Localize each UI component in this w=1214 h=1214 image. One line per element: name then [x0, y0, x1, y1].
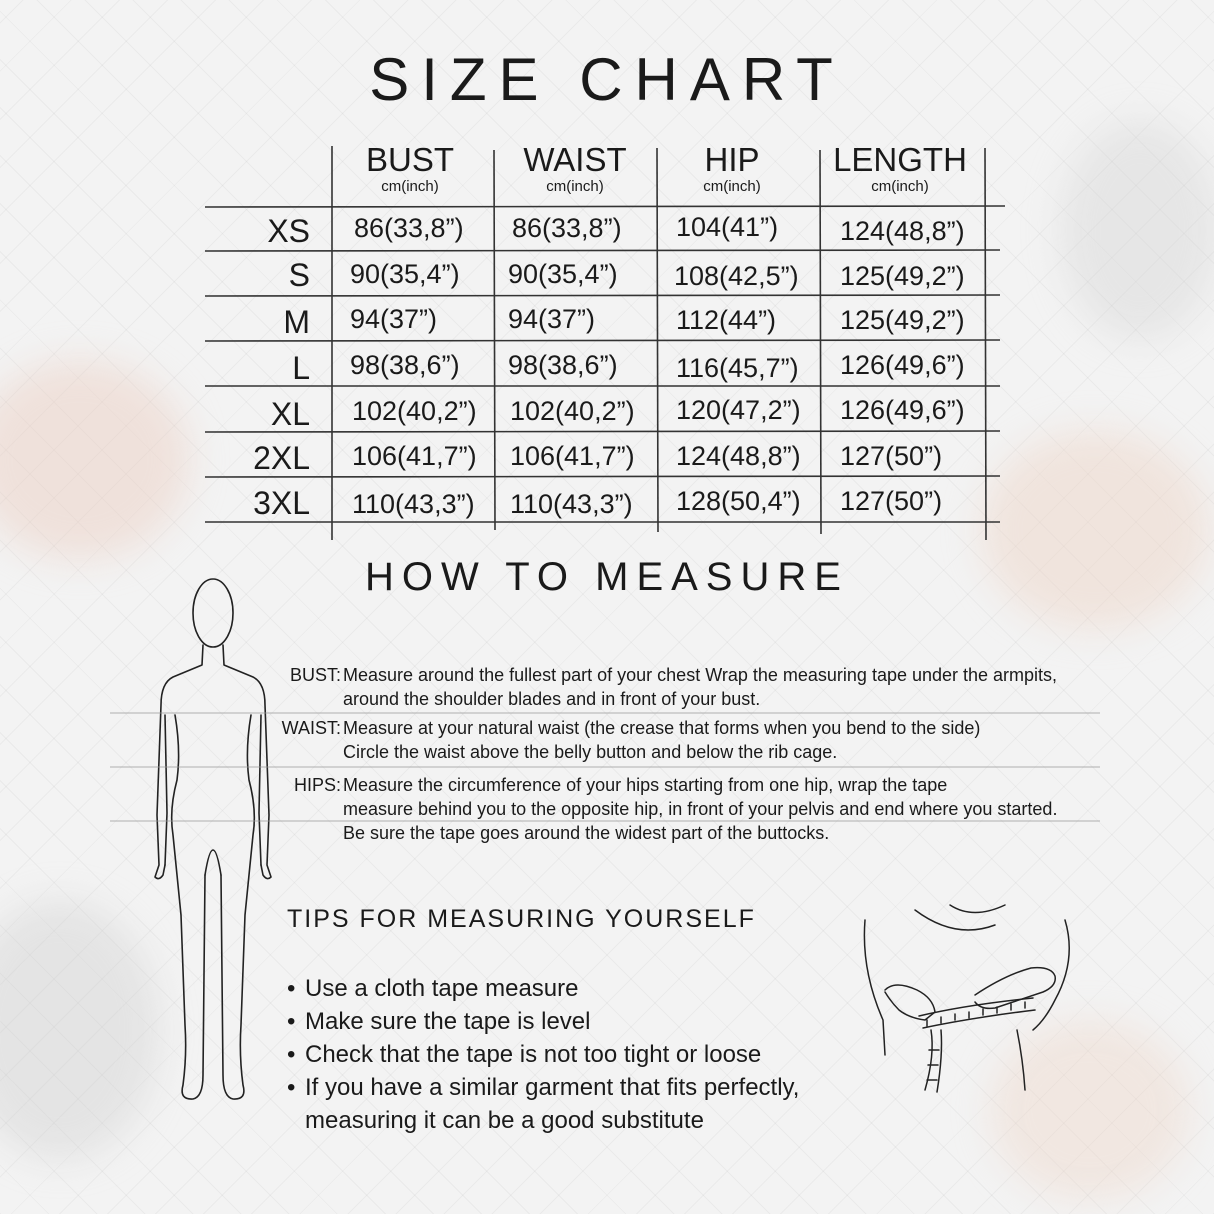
table-cell: 94(37”): [508, 304, 596, 334]
list-item: • If you have a similar garment that fits perfectly, measuring it can be a good substitute: [287, 1071, 865, 1137]
table-cell: 94(37”): [350, 304, 438, 334]
table-cell: 125(49,2”): [840, 305, 965, 335]
table-cell: 128(50,4”): [676, 486, 801, 516]
table-cell: 102(40,2”): [352, 396, 477, 426]
list-item: • Check that the tape is not too tight or loose: [287, 1038, 865, 1071]
size-label: M: [283, 304, 310, 340]
size-label: 2XL: [253, 440, 310, 476]
page-title: SIZE CHART: [369, 46, 845, 113]
column-unit: cm(inch): [381, 178, 439, 195]
measure-item-bust: [289, 663, 1058, 711]
measure-label: BUST:: [289, 665, 341, 685]
list-item: • Use a cloth tape measure: [287, 972, 865, 1005]
column-name: LENGTH: [833, 141, 967, 178]
table-cell: 86(33,8”): [512, 213, 622, 243]
table-cell: 124(48,8”): [676, 441, 801, 471]
table-cell: 125(49,2”): [840, 261, 965, 291]
column-unit: cm(inch): [703, 178, 761, 195]
column-header-bust: [330, 142, 490, 196]
measure-text: Be sure the tape goes around the widest part of the buttocks.: [343, 823, 830, 843]
table-cell: 108(42,5”): [674, 261, 799, 291]
table-cell: 116(45,7”): [676, 353, 799, 383]
tape-measure-waist-icon: [855, 880, 1095, 1100]
table-cell: 126(49,6”): [840, 395, 965, 425]
measure-text: Measure around the fullest part of your chest Wrap the measuring tape under the armpits,: [343, 665, 1058, 685]
table-cell: 90(35,4”): [508, 259, 618, 289]
size-label: S: [288, 257, 310, 293]
table-cell: 120(47,2”): [676, 395, 801, 425]
column-header-hip: [652, 142, 812, 196]
list-item: • Make sure the tape is level: [287, 1005, 865, 1038]
tips-list: [287, 972, 865, 1137]
section-title-how-to-measure: HOW TO MEASURE: [365, 555, 849, 599]
table-cell: 126(49,6”): [840, 350, 965, 380]
table-cell: 106(41,7”): [510, 441, 635, 471]
measure-text: Measure the circumference of your hips starting from one hip, wrap the tape: [343, 775, 948, 795]
measure-item-waist: [281, 716, 981, 764]
table-cell: 110(43,3”): [352, 489, 475, 519]
table-cell: 86(33,8”): [354, 213, 464, 243]
column-name: WAIST: [523, 141, 627, 178]
measure-label: WAIST:: [281, 718, 341, 738]
table-cell: 124(48,8”): [840, 216, 965, 246]
table-cell: 98(38,6”): [508, 350, 618, 380]
table-cell: 127(50”): [840, 486, 943, 516]
table-cell: 98(38,6”): [350, 350, 460, 380]
measure-label: HIPS:: [293, 775, 341, 795]
measure-text: measure behind you to the opposite hip, in front of your pelvis and end where you started.: [343, 799, 1058, 819]
table-cell: 112(44”): [676, 305, 777, 335]
measure-text: Circle the waist above the belly button and below the rib cage.: [343, 742, 838, 762]
table-cell: 106(41,7”): [352, 441, 477, 471]
column-name: BUST: [365, 141, 454, 178]
column-header-waist: [495, 142, 655, 196]
size-label: 3XL: [253, 485, 310, 521]
size-label: XL: [270, 396, 310, 432]
column-name: HIP: [704, 141, 760, 178]
table-cell: 90(35,4”): [350, 259, 460, 289]
table-cell: 102(40,2”): [510, 396, 635, 426]
table-cell: 127(50”): [840, 441, 943, 471]
column-header-length: [820, 142, 980, 196]
size-label: L: [292, 350, 310, 386]
column-unit: cm(inch): [546, 178, 604, 195]
measure-text: Measure at your natural waist (the crease that forms when you bend to the side): [343, 718, 981, 738]
measure-item-hips: [293, 773, 1058, 845]
section-title-tips: TIPS FOR MEASURING YOURSELF: [287, 905, 756, 933]
table-cell: 110(43,3”): [510, 489, 633, 519]
size-label: XS: [267, 213, 310, 249]
table-cell: 104(41”): [676, 212, 779, 242]
column-unit: cm(inch): [871, 178, 929, 195]
measure-text: around the shoulder blades and in front of your bust.: [343, 689, 761, 709]
body-silhouette-icon: [145, 575, 275, 1115]
